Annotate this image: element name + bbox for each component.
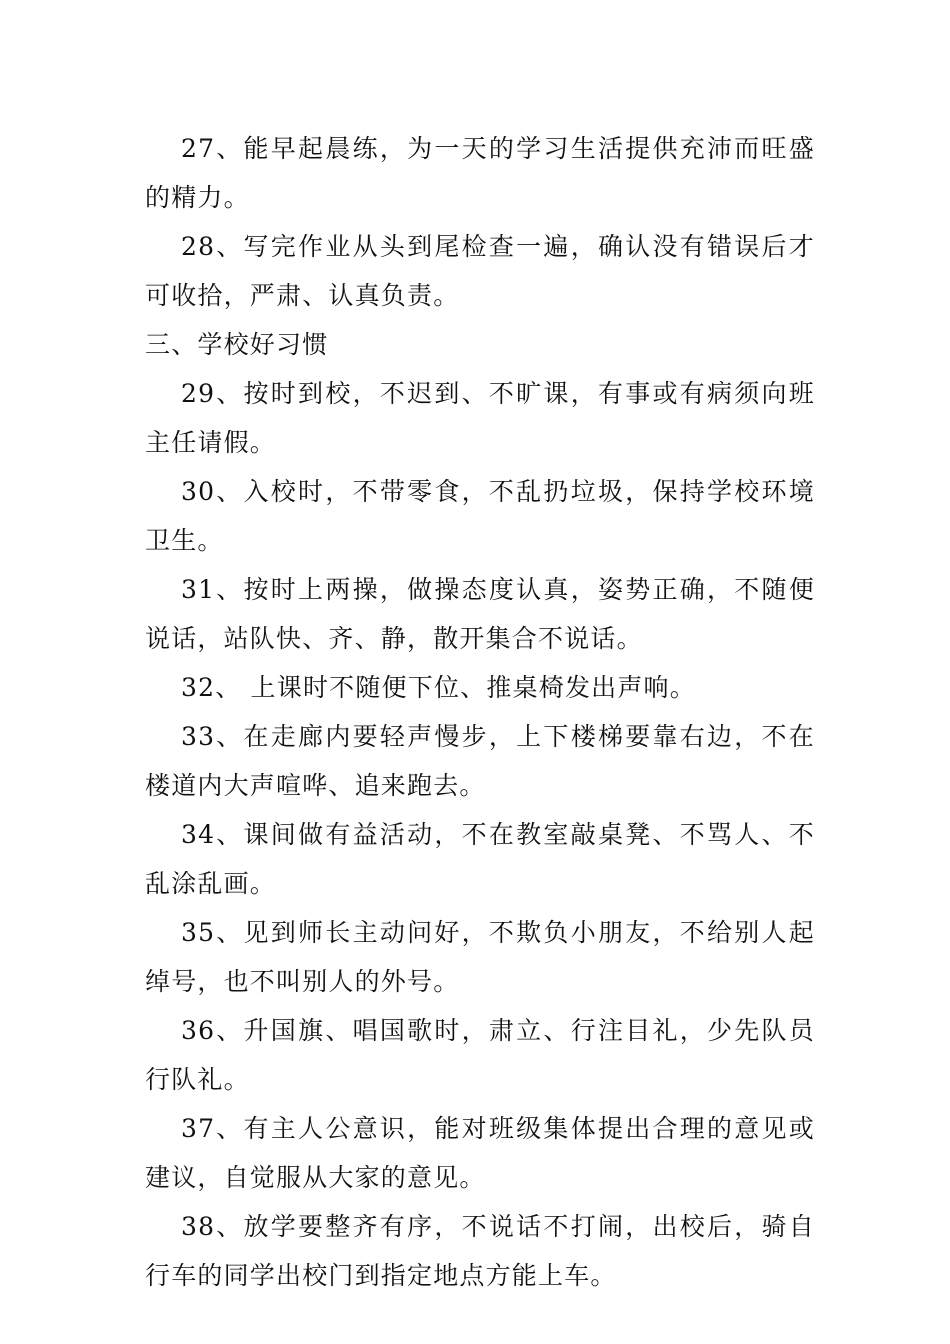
paragraph-38: 38、放学要整齐有序，不说话不打闹，出校后，骑自行车的同学出校门到指定地点方能上车。 (145, 1212, 815, 1290)
paragraph-34: 34、课间做有益活动，不在教室敲桌凳、不骂人、不乱涂乱画。 (145, 820, 815, 898)
paragraph-36: 36、升国旗、唱国歌时，肃立、行注目礼，少先队员行队礼。 (145, 1016, 815, 1094)
document-body (145, 124, 815, 1300)
paragraph-27: 27、能早起晨练，为一天的学习生活提供充沛而旺盛的精力。 (145, 134, 815, 212)
paragraph-33: 33、在走廊内要轻声慢步，上下楼梯要靠右边，不在楼道内大声喧哗、追来跑去。 (145, 722, 815, 800)
section-heading-school-habits: 三、学校好习惯 (145, 330, 329, 359)
paragraph-28: 28、写完作业从头到尾检查一遍，确认没有错误后才可收拾，严肃、认真负责。 (145, 232, 815, 310)
paragraph-37: 37、有主人公意识，能对班级集体提出合理的意见或建议，自觉服从大家的意见。 (145, 1114, 815, 1192)
paragraph-30: 30、入校时，不带零食，不乱扔垃圾，保持学校环境卫生。 (145, 477, 815, 555)
paragraph-31: 31、按时上两操，做操态度认真，姿势正确，不随便说话，站队快、齐、静，散开集合不说话。 (145, 575, 815, 653)
paragraph-32: 32、 上课时不随便下位、推桌椅发出声响。 (181, 673, 696, 702)
paragraph-35: 35、见到师长主动问好，不欺负小朋友，不给别人起绰号，也不叫别人的外号。 (145, 918, 815, 996)
paragraph-29: 29、按时到校，不迟到、不旷课，有事或有病须向班主任请假。 (145, 379, 815, 457)
